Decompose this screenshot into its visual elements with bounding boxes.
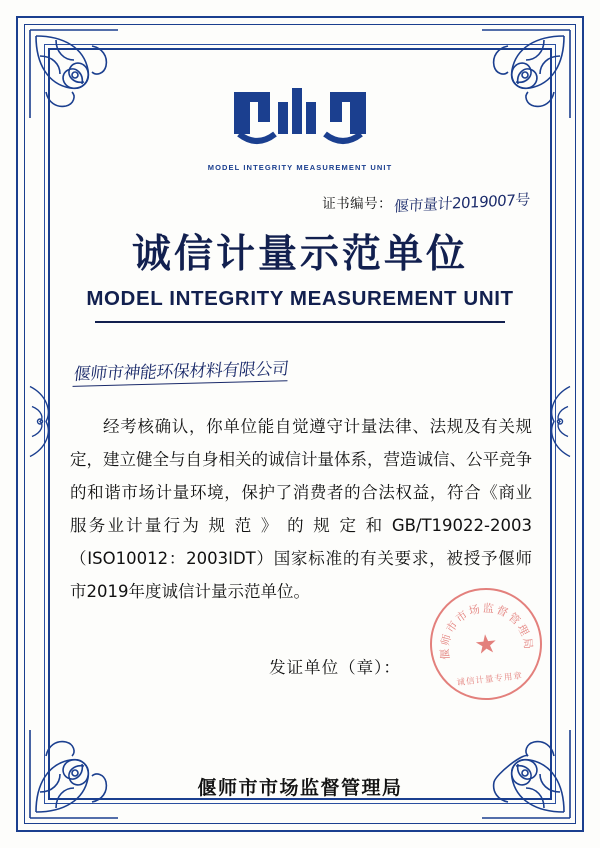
seal-bottom-text: 诚信计量专用章 — [456, 671, 524, 689]
serial-number-value: 偃市量计2019007号 — [393, 190, 531, 216]
recipient-row — [60, 357, 540, 384]
model-integrity-logo-icon — [226, 74, 374, 157]
star-icon: ★ — [472, 627, 500, 661]
side-ornament-icon — [26, 377, 56, 472]
official-seal — [424, 582, 547, 705]
certificate-title-cn: 诚信计量示范单位 — [131, 232, 468, 277]
svg-text:偃师市市场监督管理局: 偃师市市场监督管理局 — [438, 601, 536, 661]
recipient-name: 偃师市神能环保材料有限公司 — [72, 354, 290, 387]
logo-block — [60, 74, 540, 172]
side-ornament-icon — [544, 377, 574, 472]
serial-number-label: 证书编号： — [322, 196, 393, 212]
logo-caption: MODEL INTEGRITY MEASUREMENT UNIT — [207, 163, 393, 172]
serial-number-row — [60, 190, 540, 216]
certificate-title-en: MODEL INTEGRITY MEASUREMENT UNIT — [86, 287, 514, 310]
issuer-label: 发证单位（章）： — [269, 658, 401, 677]
certificate-body — [60, 410, 540, 608]
body-paragraph: 经考核确认，你单位能自觉遵守计量法律、法规及有关规定，建立健全与自身相关的诚信计量体系，营造诚信、公平竞争的和谐市场计量环境，保护了消费者的合法权益，符合《商业 服务业计量行为 规 范 》 的 规 定 和 GB/T19022-2003（ISO10012：2003IDT）国家标准的有关要求，被授予偃师市2019年度诚信计量示范单位。 — [70, 417, 532, 601]
title-divider — [95, 321, 505, 323]
issuing-authority: 偃师市市场监督管理局 — [197, 777, 403, 799]
